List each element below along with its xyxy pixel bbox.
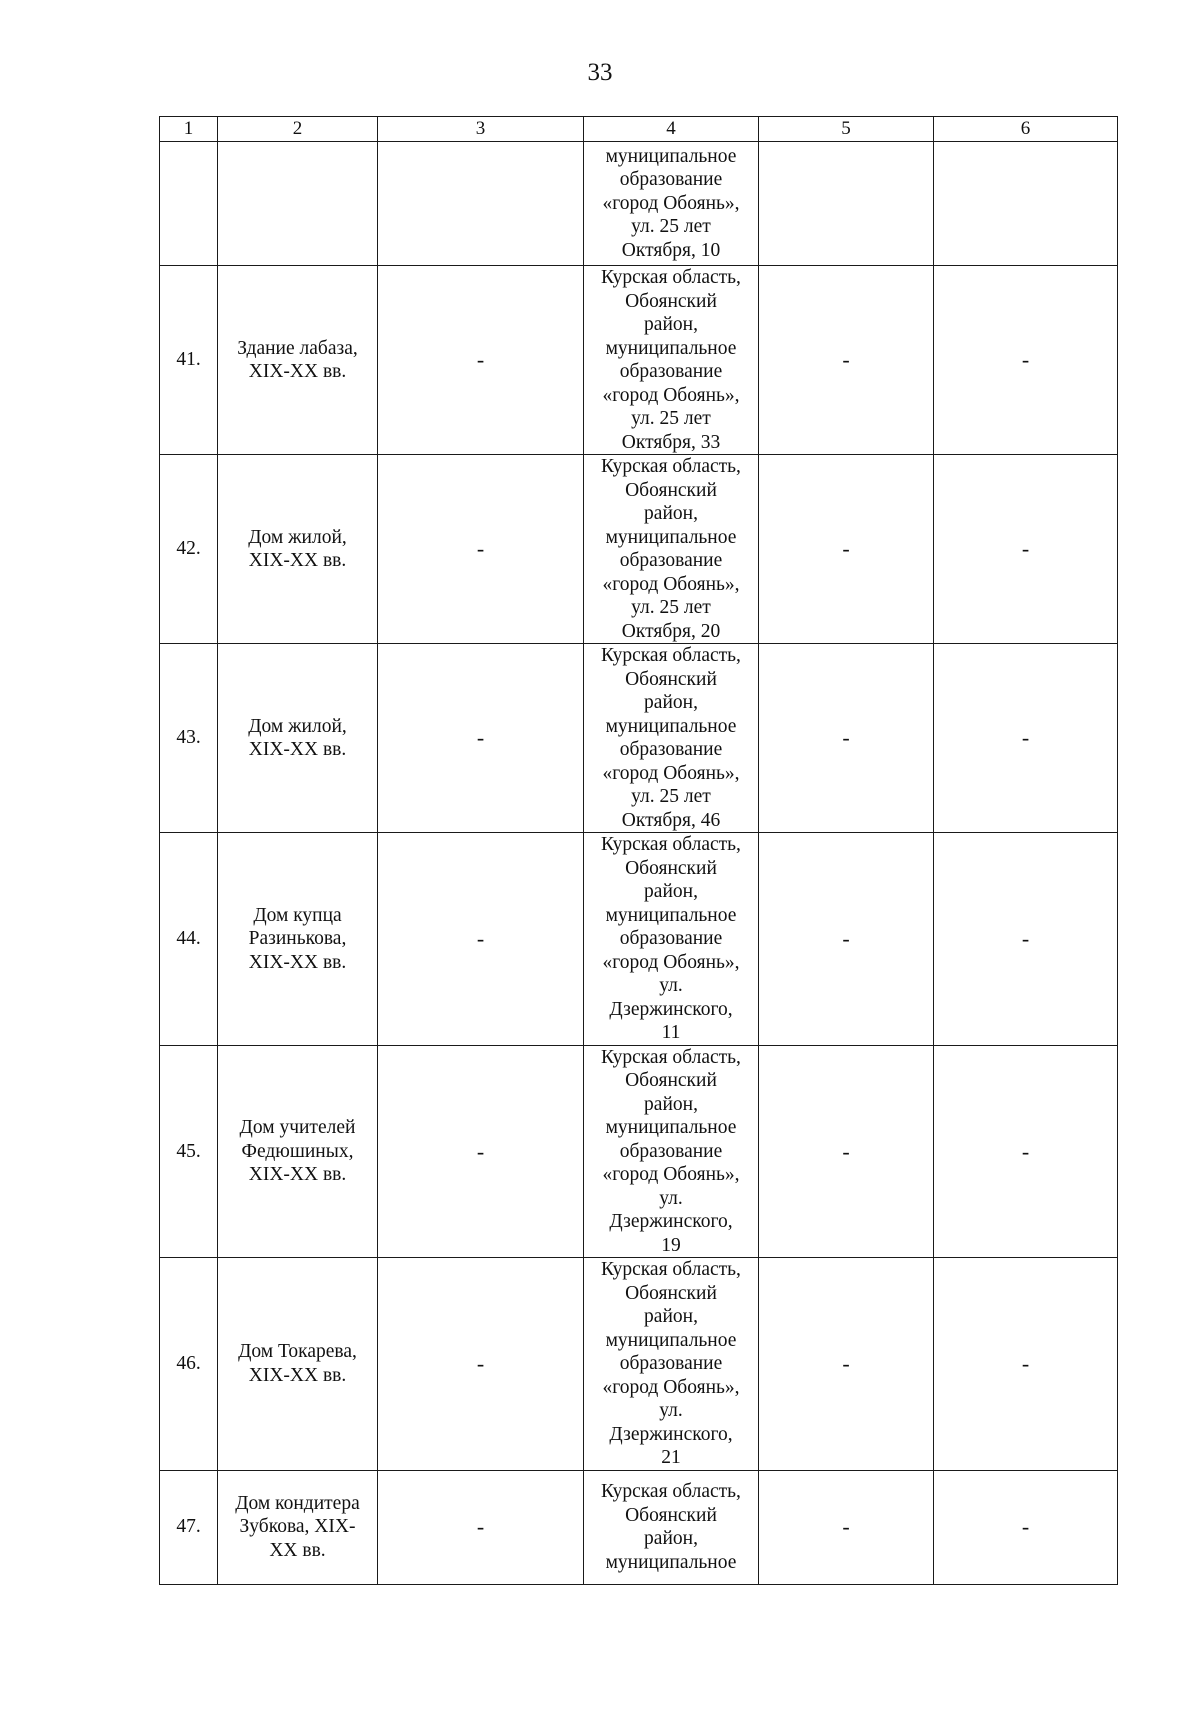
heritage-objects-table [159, 116, 1118, 1585]
col5-value: - [759, 455, 934, 644]
column-header: 2 [218, 117, 378, 142]
address-line: Курская область, [601, 834, 741, 855]
col5-value: - [759, 644, 934, 833]
address-line: муниципальное [605, 715, 737, 737]
address-line: Октября, 20 [621, 620, 721, 642]
col6-value: - [934, 266, 1118, 455]
address-cell [584, 1470, 759, 1584]
object-name-cell [218, 644, 378, 833]
address-line: муниципальное [605, 145, 737, 167]
num-cell [160, 142, 218, 266]
object-name-cell [218, 833, 378, 1046]
address-line: муниципальное [605, 526, 737, 548]
address-line: «город Обоянь», [602, 1376, 740, 1398]
object-name-line: Дом учителей [239, 1117, 356, 1138]
address-line: Обоянский [625, 1282, 717, 1304]
object-name-line: Дом жилой, [248, 715, 347, 737]
object-name-line: Зубкова, XIX- [239, 1516, 356, 1538]
address-line: муниципальное [605, 1329, 737, 1351]
row-number-cell: 45. [160, 1045, 218, 1258]
col5-cell [759, 142, 934, 266]
object-name-cell [218, 1470, 378, 1584]
address-line: ул. [659, 975, 683, 996]
address-line: район, [644, 314, 698, 335]
col5-value: - [759, 833, 934, 1046]
object-name-line: XIX-XX вв. [248, 1364, 347, 1386]
address-cell [584, 142, 759, 266]
address-line: Октября, 10 [621, 239, 721, 261]
address-line: Обоянский [625, 668, 717, 690]
address-line: 21 [661, 1447, 681, 1468]
object-name-cell [218, 1045, 378, 1258]
object-name-cell [218, 455, 378, 644]
col6-value: - [934, 833, 1118, 1046]
address-line: Курская область, [601, 267, 741, 288]
address-line: Обоянский [625, 857, 717, 879]
address-line: Дзержинского, [609, 998, 733, 1020]
object-name-line: XX вв. [269, 1539, 326, 1561]
row-number-cell: 41. [160, 266, 218, 455]
address-line: Обоянский [625, 290, 717, 312]
object-name-line: Дом Токарева, [238, 1341, 357, 1363]
address-line: образование [619, 928, 723, 949]
address-line: Дзержинского, [609, 1423, 733, 1445]
address-line: образование [619, 169, 723, 191]
row-number-cell: 46. [160, 1258, 218, 1471]
address-line: «город Обоянь», [602, 192, 740, 214]
address-line: образование [619, 550, 723, 571]
address-line: Курская область, [601, 645, 741, 666]
name-cell [218, 142, 378, 266]
address-line: район, [644, 881, 698, 902]
page-number: 33 [587, 59, 613, 86]
address-line: ул. 25 лет [631, 597, 711, 618]
address-line: «город Обоянь», [602, 762, 740, 784]
address-line: Октября, 33 [621, 431, 721, 453]
col6-value: - [934, 1258, 1118, 1471]
col3-value: - [378, 1258, 584, 1471]
address-cell [584, 1258, 759, 1471]
address-line: образование [619, 361, 723, 382]
col6-value: - [934, 644, 1118, 833]
address-line: ул. 25 лет [631, 786, 711, 807]
address-line: ул. [659, 1187, 683, 1209]
address-line: образование [619, 739, 723, 760]
table-row [160, 644, 1118, 833]
address-line: Курская область, [601, 456, 741, 477]
column-header: 6 [934, 117, 1118, 142]
address-line: район, [644, 692, 698, 713]
object-name-line: Федюшиных, [241, 1140, 354, 1162]
object-name-line: XIX-XX вв. [248, 1164, 347, 1185]
table-row [160, 833, 1118, 1046]
col5-value: - [759, 266, 934, 455]
col5-value: - [759, 1045, 934, 1258]
address-cell [584, 833, 759, 1046]
address-line: Обоянский [625, 1504, 717, 1526]
address-line: Обоянский [625, 479, 717, 501]
address-line: муниципальное [605, 904, 737, 926]
address-line: образование [619, 1140, 723, 1162]
address-line: район, [644, 1306, 698, 1327]
col6-value: - [934, 1470, 1118, 1584]
address-line: Октября, 46 [621, 809, 721, 831]
col6-cell [934, 142, 1118, 266]
address-line: Курская область, [601, 1259, 741, 1280]
col3-value: - [378, 455, 584, 644]
address-line: Дзержинского, [609, 1211, 733, 1232]
col3-value: - [378, 833, 584, 1046]
row-number-cell: 44. [160, 833, 218, 1046]
column-number-row [160, 117, 1118, 142]
table-row [160, 455, 1118, 644]
object-name-line: Разинькова, [248, 928, 347, 949]
address-line: Курская область, [601, 1046, 741, 1068]
row-number-cell: 47. [160, 1470, 218, 1584]
object-name-line: XIX-XX вв. [248, 361, 347, 382]
address-line: ул. [659, 1400, 683, 1421]
address-line: 19 [661, 1234, 681, 1256]
address-line: муниципальное [605, 1551, 737, 1573]
address-line: муниципальное [605, 337, 737, 359]
address-line: «город Обоянь», [602, 951, 740, 973]
col5-value: - [759, 1258, 934, 1471]
address-line: Обоянский [625, 1070, 717, 1091]
object-name-line: Дом кондитера [235, 1492, 360, 1514]
column-header: 3 [378, 117, 584, 142]
object-name-cell [218, 266, 378, 455]
table-row [160, 266, 1118, 455]
column-header: 1 [160, 117, 218, 142]
col3-value: - [378, 1045, 584, 1258]
address-line: район, [644, 1093, 698, 1115]
col5-value: - [759, 1470, 934, 1584]
col3-value: - [378, 644, 584, 833]
column-header: 5 [759, 117, 934, 142]
address-cell [584, 1045, 759, 1258]
row-number-cell: 43. [160, 644, 218, 833]
address-cell [584, 644, 759, 833]
object-name-line: XIX-XX вв. [248, 951, 347, 973]
row-number-cell: 42. [160, 455, 218, 644]
col3-value: - [378, 1470, 584, 1584]
table-row [160, 1045, 1118, 1258]
object-name-line: Дом купца [253, 904, 342, 926]
address-line: ул. 25 лет [631, 408, 711, 429]
object-name-line: XIX-XX вв. [248, 739, 347, 760]
table-row [160, 1258, 1118, 1471]
address-line: муниципальное [605, 1117, 737, 1138]
address-line: район, [644, 503, 698, 524]
continuation-row [160, 142, 1118, 266]
object-name-line: Дом жилой, [248, 526, 347, 548]
object-name-line: XIX-XX вв. [248, 550, 347, 571]
col6-value: - [934, 455, 1118, 644]
object-name-cell [218, 1258, 378, 1471]
col3-value: - [378, 266, 584, 455]
column-header: 4 [584, 117, 759, 142]
address-line: ул. 25 лет [631, 216, 711, 238]
col3-cell [378, 142, 584, 266]
address-line: Курская область, [601, 1481, 741, 1502]
address-cell [584, 266, 759, 455]
address-line: «город Обоянь», [602, 384, 740, 406]
object-name-line: Здание лабаза, [237, 337, 358, 359]
address-line: образование [619, 1353, 723, 1374]
address-line: «город Обоянь», [602, 573, 740, 595]
table-row [160, 1470, 1118, 1584]
address-cell [584, 455, 759, 644]
address-line: 11 [661, 1022, 681, 1043]
address-line: «город Обоянь», [602, 1164, 740, 1185]
address-line: район, [644, 1528, 698, 1549]
col6-value: - [934, 1045, 1118, 1258]
